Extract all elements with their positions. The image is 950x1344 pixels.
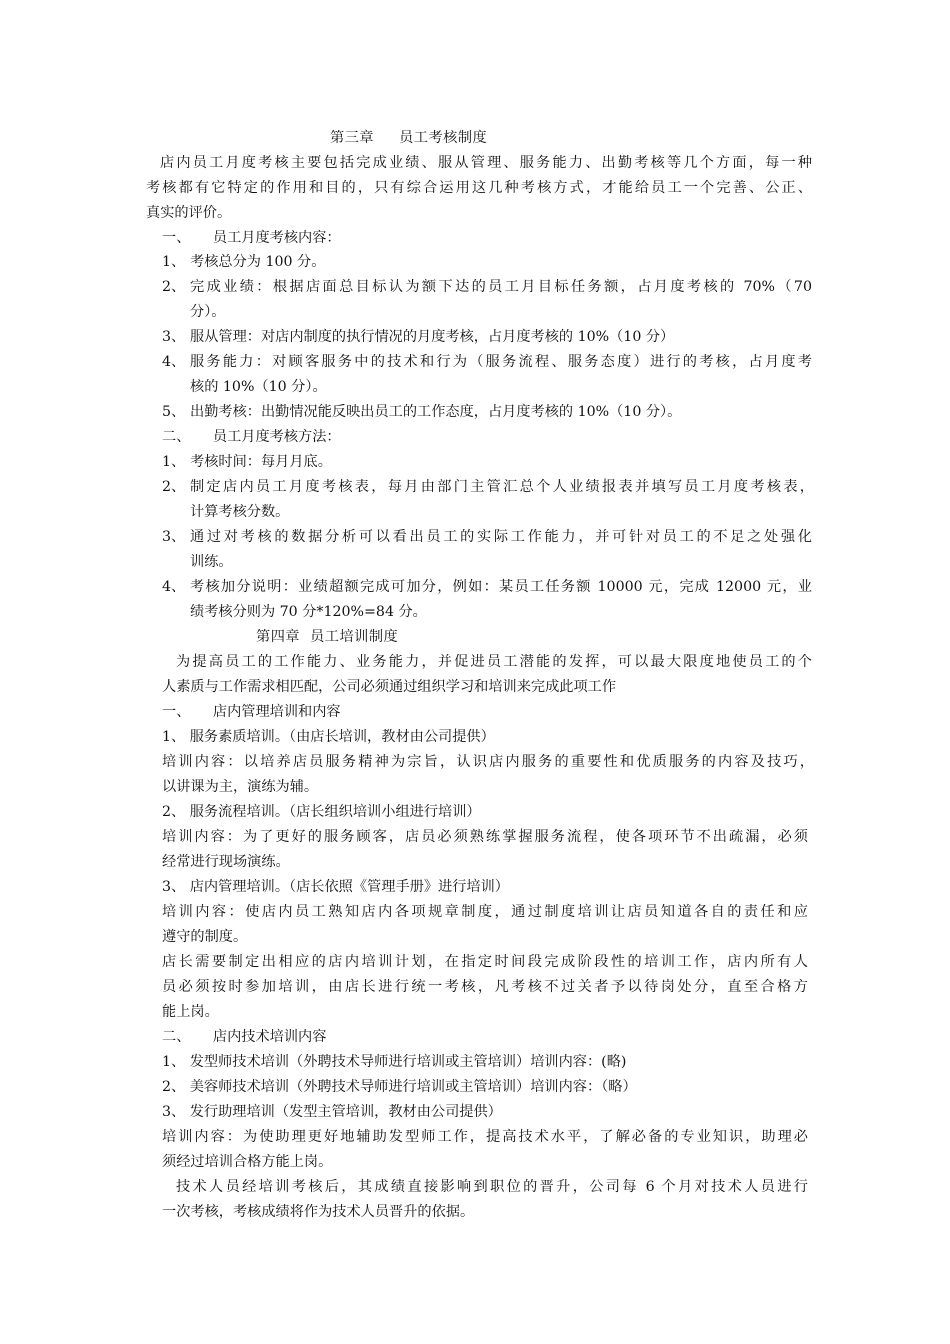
list-item: 考核加分说明：业绩超额完成可加分，例如：某员工任务额 10000 元，完成 12000 元，业 [190,579,812,595]
paragraph-line: 店长需要制定出相应的店内培训计划，在指定时间段完成阶段性的培训工作，店内所有人 [162,954,808,970]
list-item-continuation: 训练。 [190,554,233,570]
list-item: 考核总分为 100 分。 [190,254,326,270]
list-item: 2、 美容师技术培训（外聘技术导师进行培训或主管培训）培训内容：（略） [162,1079,637,1095]
paragraph-line: 培训内容：以培养店员服务精神为宗旨，认识店内服务的重要性和优质服务的内容及技巧， [162,754,814,770]
section-heading: 一、 店内管理培训和内容 [162,704,341,720]
list-item: 通过对考核的数据分析可以看出员工的实际工作能力，并可针对员工的不足之处强化 [190,529,812,545]
list-number: 4、 [162,579,186,595]
list-item: 完成业绩：根据店面总目标认为额下达的员工月目标任务额，占月度考核的 70%（70 [190,279,812,295]
list-item: 3、 店内管理培训。（店长依照《管理手册》进行培训） [162,879,509,895]
list-item: 2、 服务流程培训。（店长组织培训小组进行培训） [162,804,481,820]
list-number: 1、 [162,254,186,270]
paragraph-line: 培训内容：为了更好的服务顾客，店员必须熟练掌握服务流程，使各项环节不出疏漏，必须 [162,829,808,845]
paragraph-line: 遵守的制度。 [162,929,248,945]
list-number: 1、 [162,454,186,470]
closing-line: 技术人员经培训考核后，其成绩直接影响到职位的晋升，公司每 6 个月对技术人员进行 [176,1179,808,1195]
section-heading: 一、 员工月度考核内容： [162,230,341,246]
chapter4-title: 第四章 员工培训制度 [256,629,399,645]
paragraph-line: 经常进行现场演练。 [162,854,290,870]
chapter3-intro-line: 考核都有它特定的作用和目的，只有综合运用这几种考核方式，才能给员工一个完善、公正、 [146,180,812,196]
closing-line: 一次考核，考核成绩将作为技术人员晋升的依据。 [162,1204,475,1220]
list-number: 4、 [162,354,186,370]
paragraph-line: 须经过培训合格方能上岗。 [162,1154,333,1170]
chapter3-intro-line: 店内员工月度考核主要包括完成业绩、服从管理、服务能力、出勤考核等几个方面，每一种 [160,155,812,171]
list-item-continuation: 计算考核分数。 [190,504,290,520]
list-number: 2、 [162,279,186,295]
paragraph-line: 以讲课为主，演练为辅。 [162,779,319,795]
chapter3-intro-line: 真实的评价。 [146,205,232,221]
list-item-continuation: 分）。 [190,304,226,320]
paragraph-line: 培训内容：为使助理更好地辅助发型师工作，提高技术水平，了解必备的专业知识，助理必 [162,1129,808,1145]
list-item: 1、 服务素质培训。（由店长培训，教材由公司提供） [162,729,495,745]
list-item: 1、 发型师技术培训（外聘技术导师进行培训或主管培训）培训内容：(略) [162,1054,627,1070]
section-heading: 二、 店内技术培训内容 [162,1029,327,1045]
section-heading: 二、 员工月度考核方法： [162,429,341,445]
list-item-continuation: 核的 10%（10 分）。 [190,379,327,395]
list-item: 3、 发行助理培训（发型主管培训，教材由公司提供） [162,1104,502,1120]
list-number: 3、 [162,329,186,345]
list-number: 2、 [162,479,186,495]
list-item: 服务能力：对顾客服务中的技术和行为（服务流程、服务态度）进行的考核，占月度考 [190,354,812,370]
list-item: 出勤考核：出勤情况能反映出员工的工作态度，占月度考核的 10%（10 分）。 [190,404,682,420]
paragraph-line: 员必须按时参加培训，由店长进行统一考核，凡考核不过关者予以待岗处分，直至合格方 [162,979,808,995]
list-number: 3、 [162,529,186,545]
list-item: 制定店内员工月度考核表，每月由部门主管汇总个人业绩报表并填写员工月度考核表， [190,479,814,495]
list-item: 考核时间：每月月底。 [190,454,332,470]
list-item-continuation: 绩考核分则为 70 分*120%=84 分。 [190,604,427,620]
chapter3-title: 第三章 员工考核制度 [330,130,488,146]
chapter4-intro-line: 人素质与工作需求相匹配，公司必须通过组织学习和培训来完成此项工作 [162,679,617,695]
list-number: 5、 [162,404,186,420]
chapter4-intro-line: 为提高员工的工作能力、业务能力，并促进员工潜能的发挥，可以最大限度地使员工的个 [176,654,812,670]
paragraph-line: 培训内容：使店内员工熟知店内各项规章制度，通过制度培训让店员知道各自的责任和应 [162,904,808,920]
paragraph-line: 能上岗。 [162,1004,219,1020]
list-item: 服从管理：对店内制度的执行情况的月度考核，占月度考核的 10%（10 分） [190,329,675,345]
